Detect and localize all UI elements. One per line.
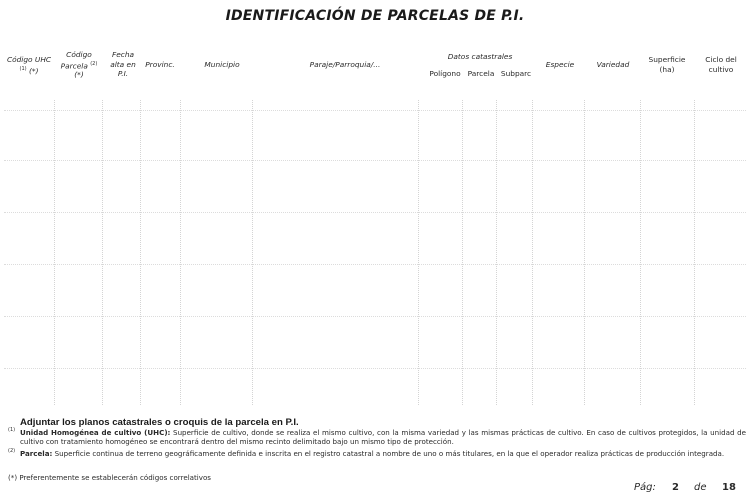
header-fecha-line2: alta en xyxy=(110,59,136,69)
header-fecha-line3: P.I. xyxy=(117,69,129,78)
header-paraje: Paraje/Parroquia/... xyxy=(309,60,381,69)
header-fecha-alta xyxy=(104,50,142,79)
grid-row-divider xyxy=(4,316,746,317)
footnote-uhc-mark: (1) xyxy=(8,427,16,433)
header-ciclo xyxy=(698,55,744,74)
grid-col-divider xyxy=(462,100,463,405)
grid-col-divider xyxy=(694,100,695,405)
header-codigo-parcela-mark: (2) xyxy=(90,60,98,67)
grid-col-divider xyxy=(496,100,497,405)
grid-row-divider xyxy=(4,368,746,369)
grid-col-divider xyxy=(102,100,103,405)
header-codigo-uhc xyxy=(4,55,54,75)
header-especie: Especie xyxy=(545,60,575,69)
header-codigo-uhc-mark: (1) xyxy=(19,65,27,72)
grid-col-divider xyxy=(418,100,419,405)
page-title: IDENTIFICACIÓN DE PARCELAS DE P.I. xyxy=(225,8,525,24)
grid-col-divider xyxy=(252,100,253,405)
footnote-parcela-term: Parcela: xyxy=(20,449,53,458)
grid-row-divider xyxy=(4,110,746,111)
parcel-table-grid xyxy=(4,100,746,405)
attach-plans-heading: Adjuntar los planos catastrales o croquis de la parcela en P.I. xyxy=(20,417,299,428)
grid-row-divider xyxy=(4,212,746,213)
header-codigo-parcela-line3: (*) xyxy=(74,70,84,80)
header-fecha-line1: Fecha xyxy=(111,50,135,59)
footnote-correlativos: (*) Preferentemente se establecerán códigos correlativos xyxy=(8,473,212,482)
grid-col-divider xyxy=(54,100,55,405)
header-codigo-uhc-line1: Código UHC xyxy=(6,55,52,64)
header-poligono: Polígono xyxy=(429,69,461,78)
header-variedad: Variedad xyxy=(596,60,630,69)
header-ciclo-line1: Ciclo del xyxy=(705,55,737,64)
header-municipio: Municipio xyxy=(204,60,240,69)
grid-col-divider xyxy=(532,100,533,405)
header-parcela-catastral: Parcela xyxy=(467,69,495,78)
footnote-uhc-text: Superficie de cultivo, donde se realiza el mismo cultivo, con la misma variedad y las mismas prácticas de cultivo. En caso de cultivos protegidos, la unidad de cultivo con tratamiento homogéneo se encontrará dentro del mismo recinto delimitado bajo un mismo tipo de protección. xyxy=(20,428,746,447)
header-superficie xyxy=(644,55,690,74)
grid-row-divider xyxy=(4,264,746,265)
footnote-uhc xyxy=(8,428,746,446)
header-ciclo-line2: cultivo xyxy=(708,64,734,74)
header-codigo-parcela xyxy=(56,50,102,80)
footnote-uhc-term: Unidad Homogénea de cultivo (UHC): xyxy=(20,428,171,437)
grid-col-divider xyxy=(180,100,181,405)
header-provinc: Provinc. xyxy=(145,60,175,69)
pager-current: 2 xyxy=(672,482,679,493)
header-codigo-uhc-line2: (*) xyxy=(28,65,39,75)
footnote-parcela-mark: (2) xyxy=(8,448,16,454)
header-superficie-line1: Superficie xyxy=(648,55,686,64)
header-codigo-parcela-line2: Parcela xyxy=(60,60,88,70)
footnote-parcela-text: Superficie continua de terreno geográficamente definida e inscrita en el registro catastral a nombre de uno o más titulares, en la que el operador realiza prácticas de producción integrada. xyxy=(52,449,725,458)
header-datos-catastrales: Datos catastrales xyxy=(447,52,513,61)
header-subparc: Subparc xyxy=(500,69,532,78)
grid-col-divider xyxy=(140,100,141,405)
grid-row-divider xyxy=(4,160,746,161)
footnote-parcela xyxy=(8,449,746,458)
pager-label: Pág: xyxy=(634,482,656,493)
grid-col-divider xyxy=(640,100,641,405)
header-codigo-parcela-line1: Código xyxy=(66,50,92,59)
grid-col-divider xyxy=(584,100,585,405)
header-superficie-line2: (ha) xyxy=(659,64,675,74)
pager-total: 18 xyxy=(722,482,736,493)
pager-separator: de xyxy=(694,482,707,493)
